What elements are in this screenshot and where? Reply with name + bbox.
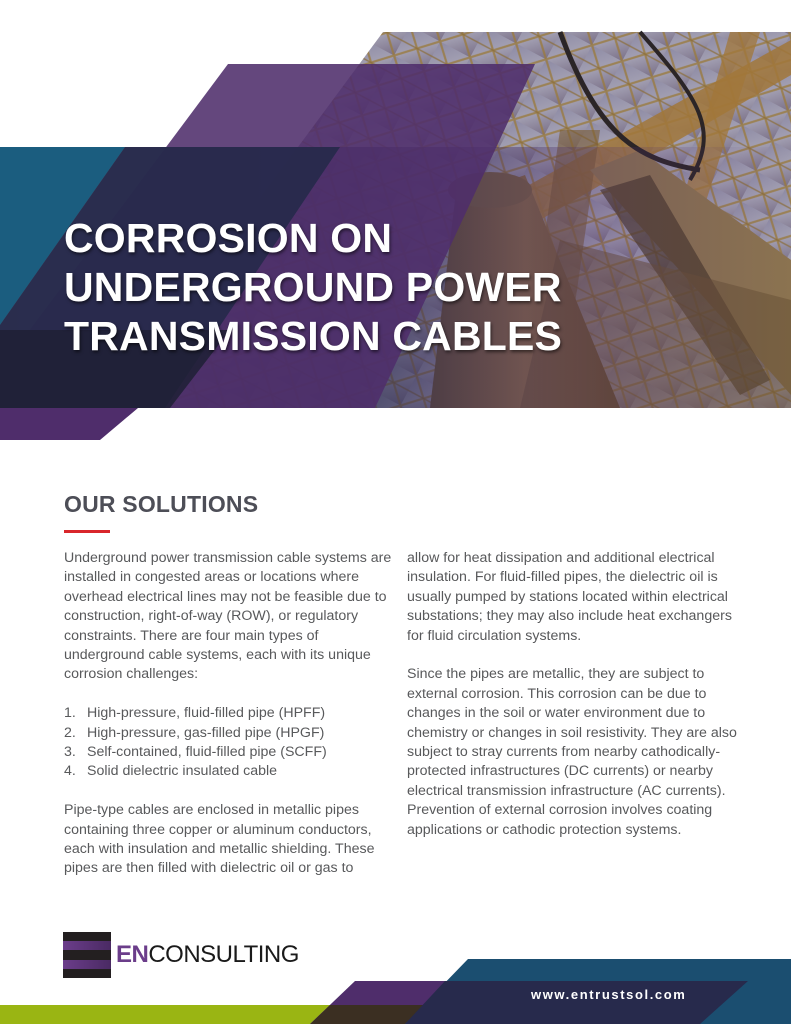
left-column [64,549,394,879]
title-line-2: UNDERGROUND POWER [64,264,562,310]
website-link[interactable]: www.entrustsol.com [531,987,687,1002]
logo-prefix: EN [116,941,149,968]
logo-bar-bottom [63,960,111,969]
list-number: 1. [64,705,76,722]
title-line-3: TRANSMISSION CABLES [64,313,563,359]
pipe-type-paragraph: Pipe-type cables are enclosed in metallic pipes containing three copper or aluminum conductors, each with insulation and metallic shielding. These pipes are then filled with dielectric oil or gas to [64,802,375,877]
right-column [407,549,737,840]
list-item [64,704,394,723]
list-number: 4. [64,763,76,780]
document-title [64,214,562,361]
list-item [64,743,394,762]
logo-suffix: CONSULTING [148,941,299,968]
section-heading: OUR SOLUTIONS [64,491,259,517]
list-number: 3. [64,744,76,761]
logo-wordmark [116,941,299,969]
cable-types-list [64,704,394,782]
list-text: High-pressure, fluid-filled pipe (HPFF) [87,705,326,722]
heading-underline [64,530,110,533]
logo-bar-middle [63,950,103,960]
list-text: Self-contained, fluid-filled pipe (SCFF) [87,744,327,761]
logo-bar-top [63,941,111,950]
hero-banner [0,0,791,445]
list-text: High-pressure, gas-filled pipe (HPGF) [87,724,325,741]
enconsulting-logo [63,932,299,978]
intro-paragraph: Underground power transmission cable systems are installed in congested areas or locations where overhead electrical lines may not be feasible due to construction, right-of-way (ROW), or regulatory constraints. There are four main types of underground cable systems, each with its unique corrosion challenges: [64,550,392,683]
list-item [64,724,394,743]
list-text: Solid dielectric insulated cable [87,763,278,780]
corrosion-paragraph: Since the pipes are metallic, they are subject to external corrosion. This corrosion can be due to changes in the soil or water environment due to chemistry or changes in soil resistivity. They are also subject to stray currents from nearby cathodically-protected infrastructures (DC currents) or nearby electrical transmission infrastructure (AC currents). Prevention of external corrosion involves coating applications or cathodic protection systems. [407,666,737,838]
title-line-1: CORROSION ON [64,215,393,261]
stacked-bars-logo-icon [63,932,111,978]
list-number: 2. [64,724,76,741]
continuation-paragraph: allow for heat dissipation and additional electrical insulation. For fluid-filled pipes, the dielectric oil is usually pumped by stations located within electrical substations; they may also include heat exchangers for fluid circulation systems. [407,550,732,644]
list-item [64,762,394,781]
